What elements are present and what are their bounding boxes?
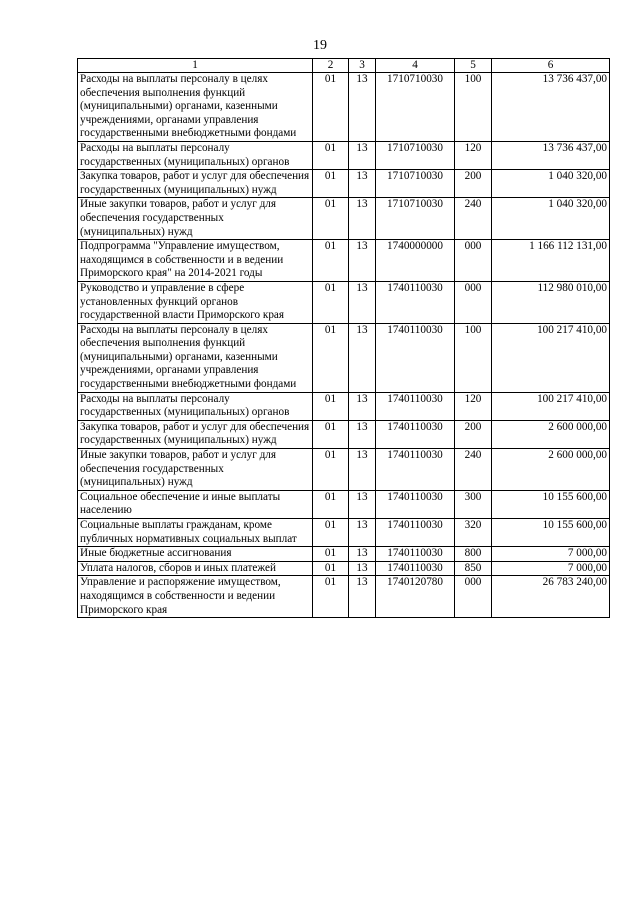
amount: 100 217 410,00 [492,392,610,420]
amount: 26 783 240,00 [492,576,610,618]
subsection-code: 13 [349,561,376,576]
target-article-code: 1740110030 [376,323,455,392]
table-row [78,576,610,618]
target-article-code: 1710710030 [376,198,455,240]
amount: 13 736 437,00 [492,73,610,142]
table-row [78,240,610,282]
expense-type-code: 200 [455,170,492,198]
expense-name: Расходы на выплаты персоналу в целях обеспечения выполнения функций (муниципальными) органами, казенными учреждениями, органами управления государственными внебюджетными фондами [78,323,313,392]
expense-name: Расходы на выплаты персоналу государственных (муниципальных) органов [78,392,313,420]
amount: 10 155 600,00 [492,519,610,547]
amount: 100 217 410,00 [492,323,610,392]
expense-type-code: 200 [455,420,492,448]
target-article-code: 1740110030 [376,392,455,420]
target-article-code: 1740110030 [376,547,455,562]
section-code: 01 [313,449,349,491]
expense-type-code: 000 [455,240,492,282]
expense-name: Иные бюджетные ассигнования [78,547,313,562]
subsection-code: 13 [349,490,376,518]
column-header: 6 [492,59,610,73]
budget-table [77,58,610,618]
subsection-code: 13 [349,73,376,142]
amount: 2 600 000,00 [492,449,610,491]
column-header: 4 [376,59,455,73]
table-row [78,141,610,169]
expense-type-code: 800 [455,547,492,562]
subsection-code: 13 [349,170,376,198]
table-row [78,449,610,491]
expense-type-code: 000 [455,281,492,323]
section-code: 01 [313,547,349,562]
target-article-code: 1740000000 [376,240,455,282]
subsection-code: 13 [349,547,376,562]
subsection-code: 13 [349,392,376,420]
table-row [78,490,610,518]
expense-name: Расходы на выплаты персоналу государственных (муниципальных) органов [78,141,313,169]
target-article-code: 1740110030 [376,420,455,448]
expense-name: Социальные выплаты гражданам, кроме публичных нормативных социальных выплат [78,519,313,547]
amount: 1 166 112 131,00 [492,240,610,282]
target-article-code: 1710710030 [376,73,455,142]
expense-name: Руководство и управление в сфере установленных функций органов государственной власти Приморского края [78,281,313,323]
subsection-code: 13 [349,240,376,282]
expense-name: Подпрограмма "Управление имуществом, находящимся в собственности и в ведении Приморского края" на 2014-2021 годы [78,240,313,282]
section-code: 01 [313,73,349,142]
expense-type-code: 100 [455,73,492,142]
expense-type-code: 120 [455,392,492,420]
table-row [78,73,610,142]
section-code: 01 [313,561,349,576]
section-code: 01 [313,141,349,169]
amount: 7 000,00 [492,547,610,562]
target-article-code: 1710710030 [376,141,455,169]
column-header: 2 [313,59,349,73]
section-code: 01 [313,281,349,323]
expense-name: Расходы на выплаты персоналу в целях обеспечения выполнения функций (муниципальными) органами, казенными учреждениями, органами управления государственными внебюджетными фондами [78,73,313,142]
amount: 2 600 000,00 [492,420,610,448]
target-article-code: 1740110030 [376,490,455,518]
table-row [78,519,610,547]
section-code: 01 [313,519,349,547]
expense-name: Иные закупки товаров, работ и услуг для обеспечения государственных (муниципальных) нужд [78,449,313,491]
expense-type-code: 240 [455,449,492,491]
section-code: 01 [313,240,349,282]
expense-type-code: 100 [455,323,492,392]
target-article-code: 1740110030 [376,281,455,323]
expense-name: Иные закупки товаров, работ и услуг для обеспечения государственных (муниципальных) нужд [78,198,313,240]
section-code: 01 [313,490,349,518]
target-article-code: 1740120780 [376,576,455,618]
table-row [78,420,610,448]
section-code: 01 [313,420,349,448]
target-article-code: 1710710030 [376,170,455,198]
subsection-code: 13 [349,198,376,240]
target-article-code: 1740110030 [376,519,455,547]
section-code: 01 [313,170,349,198]
expense-type-code: 300 [455,490,492,518]
table-row [78,198,610,240]
section-code: 01 [313,576,349,618]
section-code: 01 [313,392,349,420]
expense-type-code: 120 [455,141,492,169]
amount: 1 040 320,00 [492,198,610,240]
table-row [78,547,610,562]
amount: 13 736 437,00 [492,141,610,169]
table-row [78,281,610,323]
amount: 10 155 600,00 [492,490,610,518]
subsection-code: 13 [349,323,376,392]
expense-name: Социальное обеспечение и иные выплаты населению [78,490,313,518]
subsection-code: 13 [349,141,376,169]
column-header: 5 [455,59,492,73]
section-code: 01 [313,198,349,240]
table-row [78,561,610,576]
expense-type-code: 850 [455,561,492,576]
expense-name: Уплата налогов, сборов и иных платежей [78,561,313,576]
amount: 1 040 320,00 [492,170,610,198]
subsection-code: 13 [349,420,376,448]
table-row [78,392,610,420]
target-article-code: 1740110030 [376,561,455,576]
subsection-code: 13 [349,449,376,491]
expense-type-code: 000 [455,576,492,618]
expense-name: Управление и распоряжение имуществом, находящимся в собственности и ведении Приморского края [78,576,313,618]
subsection-code: 13 [349,576,376,618]
target-article-code: 1740110030 [376,449,455,491]
table-row [78,170,610,198]
table-row [78,323,610,392]
page-number: 19 [313,38,327,53]
table-header-row [78,59,610,73]
expense-type-code: 320 [455,519,492,547]
expense-name: Закупка товаров, работ и услуг для обеспечения государственных (муниципальных) нужд [78,170,313,198]
column-header: 3 [349,59,376,73]
amount: 7 000,00 [492,561,610,576]
column-header: 1 [78,59,313,73]
amount: 112 980 010,00 [492,281,610,323]
subsection-code: 13 [349,519,376,547]
subsection-code: 13 [349,281,376,323]
expense-type-code: 240 [455,198,492,240]
expense-name: Закупка товаров, работ и услуг для обеспечения государственных (муниципальных) нужд [78,420,313,448]
section-code: 01 [313,323,349,392]
